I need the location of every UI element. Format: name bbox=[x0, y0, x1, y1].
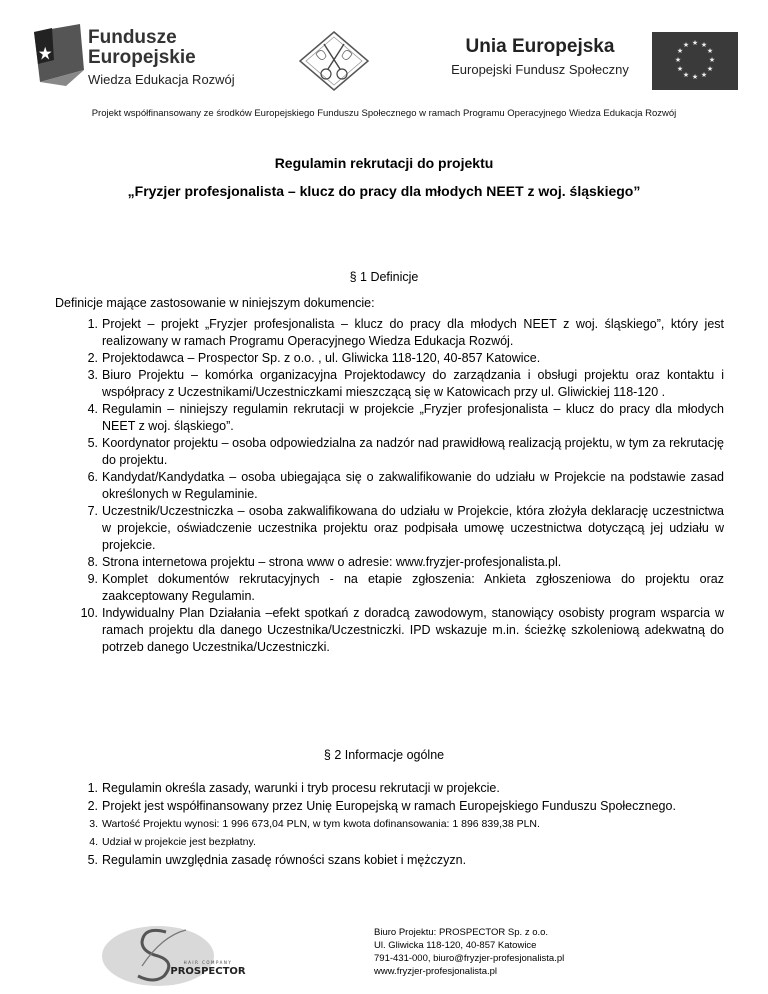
list-item bbox=[76, 503, 724, 554]
item-text: Projektodawca – Prospector Sp. z o.o. , ul. Gliwicka 118-120, 40-857 Katowice. bbox=[102, 351, 541, 365]
item-number: 4. bbox=[87, 402, 98, 416]
item-number: 1. bbox=[87, 317, 98, 331]
footer-contact bbox=[374, 926, 564, 978]
svg-text:★: ★ bbox=[691, 73, 699, 81]
item-number: 5. bbox=[87, 436, 98, 450]
ue-logo-text bbox=[440, 36, 640, 77]
svg-text:★: ★ bbox=[706, 47, 714, 55]
footer-line: Ul. Gliwicka 118-120, 40-857 Katowice bbox=[374, 940, 537, 951]
fundusze-europejskie-logo bbox=[30, 24, 250, 86]
document-subtitle: „Fryzjer profesjonalista – klucz do pracy dla młodych NEET z woj. śląskiego” bbox=[127, 183, 641, 199]
item-text: Koordynator projektu – osoba odpowiedzialna za nadzór nad prawidłową realizacją projektu, w tym za rekrutację do projektu. bbox=[102, 436, 724, 467]
list-item bbox=[76, 571, 724, 605]
list-item bbox=[76, 605, 724, 656]
item-text: Regulamin – niniejszy regulamin rekrutacji w projekcie „Fryzjer profesjonalista – klucz do pracy dla młodych NEET z woj. śląskiego”. bbox=[102, 402, 724, 433]
section2-heading: § 2 Informacje ogólne bbox=[323, 748, 445, 762]
item-number: 10. bbox=[80, 606, 98, 620]
item-text: Udział w projekcie jest bezpłatny. bbox=[102, 836, 256, 848]
item-text: Kandydat/Kandydatka – osoba ubiegająca się o zakwalifikowanie do udziału w Projekcie na podstawie zasad określonych w Regulaminie. bbox=[102, 470, 724, 501]
item-number: 3. bbox=[87, 368, 98, 382]
ue-logo-subtitle: Europejski Fundusz Społeczny bbox=[451, 62, 629, 77]
svg-text:★: ★ bbox=[708, 56, 716, 64]
footer-line: 791-431-000, biuro@fryzjer-profesjonalista.pl bbox=[374, 953, 565, 964]
item-number: 8. bbox=[87, 555, 98, 569]
list-item bbox=[76, 435, 724, 469]
definitions-list bbox=[76, 316, 724, 656]
item-text: Uczestnik/Uczestniczka – osoba zakwalifikowana do udziału w Projekcie, która złożyła deklarację uczestnictwa w projekcie, oświadczenie uczestnika projektu oraz podpisała umowę uczestnictwa dotyczącą jej udziału w projekcie. bbox=[102, 504, 724, 552]
list-item bbox=[76, 554, 724, 571]
svg-text:★: ★ bbox=[676, 47, 684, 55]
item-number: 1. bbox=[87, 781, 98, 795]
list-item bbox=[76, 316, 724, 350]
item-text: Indywidualny Plan Działania –efekt spotkań z doradcą zawodowym, stanowiący osobisty program wsparcia w ramach projektu dla danego Uczestnika/Uczestniczki. IPD wskazuje m.in. ścieżkę szkoleniową adekwatną do potrzeb danego Uczestnika/Uczestniczki. bbox=[102, 606, 724, 654]
svg-text:★: ★ bbox=[676, 65, 684, 73]
item-number: 4. bbox=[89, 836, 98, 848]
svg-text:★: ★ bbox=[674, 56, 682, 64]
list-item bbox=[76, 780, 724, 797]
general-info-list bbox=[76, 780, 724, 870]
svg-text:★: ★ bbox=[682, 41, 690, 49]
list-item bbox=[76, 834, 724, 851]
svg-text:★: ★ bbox=[682, 71, 690, 79]
item-text: Regulamin uwzględnia zasadę równości szans kobiet i mężczyzn. bbox=[102, 853, 467, 867]
list-item bbox=[76, 401, 724, 435]
list-item bbox=[76, 469, 724, 503]
section1-intro: Definicje mające zastosowanie w niniejszym dokumencie: bbox=[55, 296, 375, 310]
item-text: Biuro Projektu – komórka organizacyjna Projektodawcy do zarządzania i obsługi projektu oraz kontaktu i współpracy z Uczestnikami/Uczestniczkami mieszczącą się w Katowicach przy ul. Gliwickiej 118-120 . bbox=[102, 368, 724, 399]
item-text: Strona internetowa projektu – strona www o adresie: www.fryzjer-profesjonalista.pl. bbox=[102, 555, 562, 569]
svg-text:★: ★ bbox=[700, 71, 708, 79]
list-item bbox=[76, 852, 724, 869]
eu-flag-icon bbox=[652, 32, 738, 90]
page-header bbox=[0, 0, 768, 119]
item-number: 5. bbox=[87, 853, 98, 867]
svg-text:★: ★ bbox=[691, 39, 699, 47]
prospector-logo bbox=[96, 922, 256, 990]
list-item bbox=[76, 367, 724, 401]
item-text: Projekt jest współfinansowany przez Unię Europejską w ramach Europejskiego Funduszu Społecznego. bbox=[102, 799, 676, 813]
fe-logo-line1: Fundusze bbox=[88, 27, 177, 48]
list-item bbox=[76, 816, 724, 833]
fe-logo-line2: Europejskie bbox=[88, 47, 196, 68]
fe-flag-icon bbox=[30, 24, 88, 86]
item-number: 3. bbox=[89, 818, 98, 830]
item-number: 2. bbox=[87, 351, 98, 365]
item-number: 2. bbox=[87, 799, 98, 813]
fe-logo-subtitle: Wiedza Edukacja Rozwój bbox=[88, 72, 235, 87]
footer-line: www.fryzjer-profesjonalista.pl bbox=[374, 966, 498, 977]
item-number: 6. bbox=[87, 470, 98, 484]
logo-text: PROSPECTOR bbox=[170, 966, 246, 977]
item-text: Wartość Projektu wynosi: 1 996 673,04 PLN, w tym kwota dofinansowania: 1 896 839,38 PLN. bbox=[102, 818, 540, 830]
scissors-logo-icon bbox=[298, 30, 370, 92]
section1-heading: § 1 Definicje bbox=[349, 270, 419, 284]
document-title: Regulamin rekrutacji do projektu bbox=[274, 155, 494, 171]
list-item bbox=[76, 798, 724, 815]
list-item bbox=[76, 350, 724, 367]
item-number: 7. bbox=[87, 504, 98, 518]
svg-text:★: ★ bbox=[700, 41, 708, 49]
logo-small-text: HAIR COMPANY bbox=[183, 960, 233, 965]
footer-line: Biuro Projektu: PROSPECTOR Sp. z o.o. bbox=[374, 927, 549, 938]
item-text: Regulamin określa zasady, warunki i tryb procesu rekrutacji w projekcie. bbox=[102, 781, 500, 795]
ue-logo-title: Unia Europejska bbox=[465, 36, 615, 57]
item-text: Projekt – projekt „Fryzjer profesjonalista – klucz do pracy dla młodych NEET z woj. śląskiego”, który jest realizowany w ramach Programu Operacyjnego Wiedza Edukacja Rozwój. bbox=[102, 317, 724, 348]
item-number: 9. bbox=[87, 572, 98, 586]
svg-text:★: ★ bbox=[706, 65, 714, 73]
item-text: Komplet dokumentów rekrutacyjnych - na etapie zgłoszenia: Ankieta zgłoszeniowa do projektu oraz zaakceptowany Regulamin. bbox=[102, 572, 724, 603]
cofinancing-note: Projekt współfinansowany ze środków Europejskiego Funduszu Społecznego w ramach Programu Operacyjnego Wiedza Edukacja Rozwój bbox=[91, 108, 677, 119]
